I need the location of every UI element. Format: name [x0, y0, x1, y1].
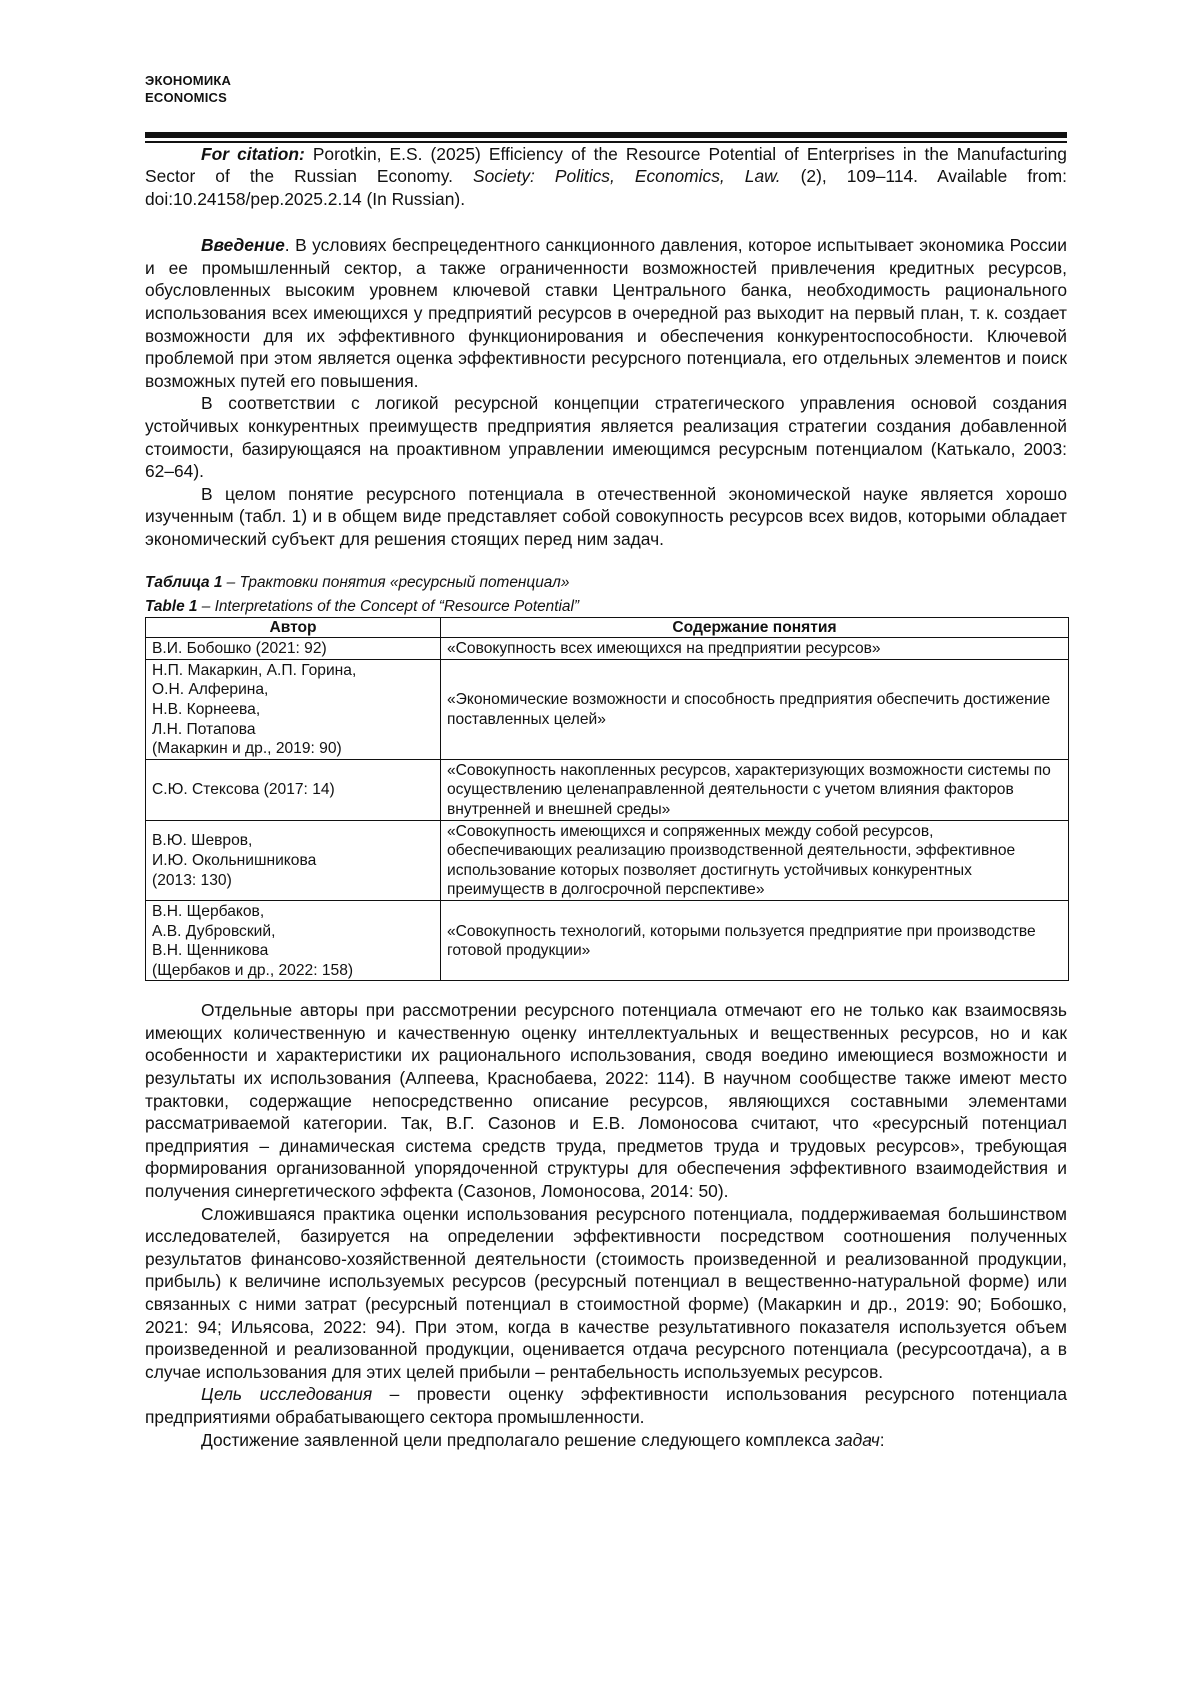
author-line: Н.П. Макаркин, А.П. Горина, — [152, 661, 357, 679]
author-line: (2013: 130) — [152, 871, 232, 889]
goal-paragraph — [145, 1383, 1067, 1428]
author-line: В.И. Бобошко (2021: 92) — [152, 640, 327, 658]
author-line: Н.В. Корнеева, — [152, 700, 261, 718]
content-cell: «Совокупность имеющихся и сопряженных между собой ресурсов, обеспечивающих реализацию производственной деятельности, эффективное использование которых позволяет достигнуть устойчивых конкурентных преимуществ в долгосрочной перспективе» — [441, 820, 1069, 900]
author-line: С.Ю. Стексова (2017: 14) — [152, 781, 335, 799]
goal-label: Цель исследования — [201, 1384, 373, 1405]
citation-text-2: (2), 109–114. Available from: doi:10.24158/pep.2025.2.14 (In Russian). — [145, 166, 1067, 209]
citation-label: For citation: — [201, 143, 305, 164]
table-caption-en-text: – Interpretations of the Concept of “Resource Potential” — [197, 597, 580, 615]
table-row — [146, 659, 1069, 759]
table-row — [146, 638, 1069, 660]
table-caption-ru-text: – Трактовки понятия «ресурсный потенциал» — [222, 573, 570, 591]
goal-text: – провести оценку эффективности использования ресурсного потенциала предприятиями обрабатывающего сектора промышленности. — [145, 1384, 1067, 1427]
intro-label: Введение — [201, 235, 285, 256]
tasks-paragraph — [145, 1429, 1067, 1452]
author-line: В.Н. Щербаков, — [152, 902, 265, 920]
content-cell: «Совокупность накопленных ресурсов, характеризующих возможности системы по осуществлению целенаправленной деятельности с учетом влияния факторов внутренней и внешней среды» — [441, 759, 1069, 820]
author-line: (Щербаков и др., 2022: 158) — [152, 961, 354, 979]
tasks-text: Достижение заявленной цели предполагало решение следующего комплекса — [201, 1429, 836, 1450]
author-line: И.Ю. Окольнишникова — [152, 851, 317, 869]
author-cell — [146, 820, 441, 900]
intro-paragraph-3: В целом понятие ресурсного потенциала в отечественной экономической науке является хорошо изученным (табл. 1) и в общем виде представляет собой совокупность ресурсов всех видов, которыми обладает экономический субъект для решения стоящих перед ним задач. — [145, 483, 1067, 549]
author-line: А.В. Дубровский, — [152, 922, 276, 940]
table-caption-ru-label: Таблица 1 — [145, 573, 223, 591]
tasks-label: задач — [835, 1429, 880, 1450]
intro-paragraph-1 — [145, 234, 1067, 392]
body-paragraph-2: Сложившаяся практика оценки использования ресурсного потенциала, поддерживаемая большинством исследователей, базируется на определении эффективности посредством соотношения полученных результатов финансово-хозяйственной деятельности (стоимость произведенной и реализованной продукции, прибыль) к величине используемых ресурсов (ресурсный потенциал в вещественно-натуральной форме) или связанных с ними затрат (ресурсный потенциал в стоимостной форме) (Макаркин и др., 2019: 90; Бобошко, 2021: 94; Ильясова, 2022: 94). При этом, когда в качестве результативного показателя используется объем произведенной и реализованной продукции, оценивается отдача ресурсного потенциала (ресурсоотдача), а в случае использования для этих целей прибыли – рентабельность используемых ресурсов. — [145, 1203, 1067, 1382]
citation — [145, 143, 1067, 211]
table-header-row — [146, 617, 1069, 638]
author-line: Л.Н. Потапова — [152, 720, 256, 738]
definitions-table — [145, 617, 1069, 982]
author-line: В.Н. Щенникова — [152, 942, 269, 960]
page — [145, 72, 1067, 1451]
header-content: Содержание понятия — [441, 617, 1069, 638]
author-line: О.Н. Алферина, — [152, 681, 269, 699]
table-caption-en-label: Table 1 — [145, 597, 198, 615]
author-cell — [146, 900, 441, 980]
intro-text: . В условиях беспрецедентного санкционного давления, которое испытывает экономика России и ее промышленный сектор, а также ограниченности возможностей привлечения кредитных ресурсов, обусловленных высоким уровнем ключевой ставки Центрального банка, необходимость рационального использования всех имеющихся у предприятий ресурсов в очередной раз выходит на первый план, т. к. создает возможности для их эффективного функционирования и обеспечения конкурентоспособности. Ключевой проблемой при этом является оценка эффективности ресурсного потенциала, его отдельных элементов и поиск возможных путей его повышения. — [145, 235, 1067, 391]
author-cell — [146, 759, 441, 820]
section-title-en: ECONOMICS — [145, 90, 227, 105]
table-row — [146, 759, 1069, 820]
citation-journal: Society: Politics, Economics, Law. — [473, 166, 781, 187]
journal-section-header — [145, 72, 1067, 106]
citation-text-1: Porotkin, E.S. (2025) Efficiency of the Resource Potential of Enterprises in the Manufacturing Sector of the Russian Economy. — [145, 143, 1067, 187]
section-title-ru: ЭКОНОМИКА — [145, 73, 232, 88]
header-author: Автор — [146, 617, 441, 638]
intro-paragraph-2: В соответствии с логикой ресурсной концепции стратегического управления основой создания устойчивых конкурентных преимуществ предприятия является реализация стратегии создания добавленной стоимости, базирующаяся на проактивном управлении имеющимся ресурсным потенциалом (Катькало, 2003: 62–64). — [145, 393, 1067, 482]
table-row — [146, 900, 1069, 980]
table-row — [146, 820, 1069, 900]
table-caption-ru — [145, 573, 1067, 593]
author-cell — [146, 638, 441, 660]
header-rule-thick — [145, 132, 1067, 138]
body-paragraph-1: Отдельные авторы при рассмотрении ресурсного потенциала отмечают его не только как взаимосвязь имеющих количественную и качественную оценку интеллектуальных и вещественных ресурсов, но и как особенности и характеристики их рационального использования, сводя воедино имеющиеся возможности и результаты их использования (Алпеева, Краснобаева, 2022: 114). В научном сообществе также имеют место трактовки, содержащие непосредственно описание ресурсов, являющихся составными элементами рассматриваемой категории. Так, В.Г. Сазонов и Е.В. Ломоносова считают, что «ресурсный потенциал предприятия – динамическая система средств труда, предметов труда и трудовых ресурсов», требующая формирования организованной упорядоченной структуры для обеспечения эффективного взаимодействия и получения синергетического эффекта (Сазонов, Ломоносова, 2014: 50). — [145, 1000, 1067, 1202]
tasks-end: : — [879, 1429, 885, 1450]
author-line: В.Ю. Шевров, — [152, 832, 253, 850]
author-cell — [146, 659, 441, 759]
author-line: (Макаркин и др., 2019: 90) — [152, 740, 342, 758]
content-cell: «Совокупность всех имеющихся на предприятии ресурсов» — [441, 638, 1069, 660]
content-cell: «Совокупность технологий, которыми пользуется предприятие при производстве готовой продукции» — [441, 900, 1069, 980]
content-cell: «Экономические возможности и способность предприятия обеспечить достижение поставленных целей» — [441, 659, 1069, 759]
table-caption-en — [145, 597, 1067, 617]
